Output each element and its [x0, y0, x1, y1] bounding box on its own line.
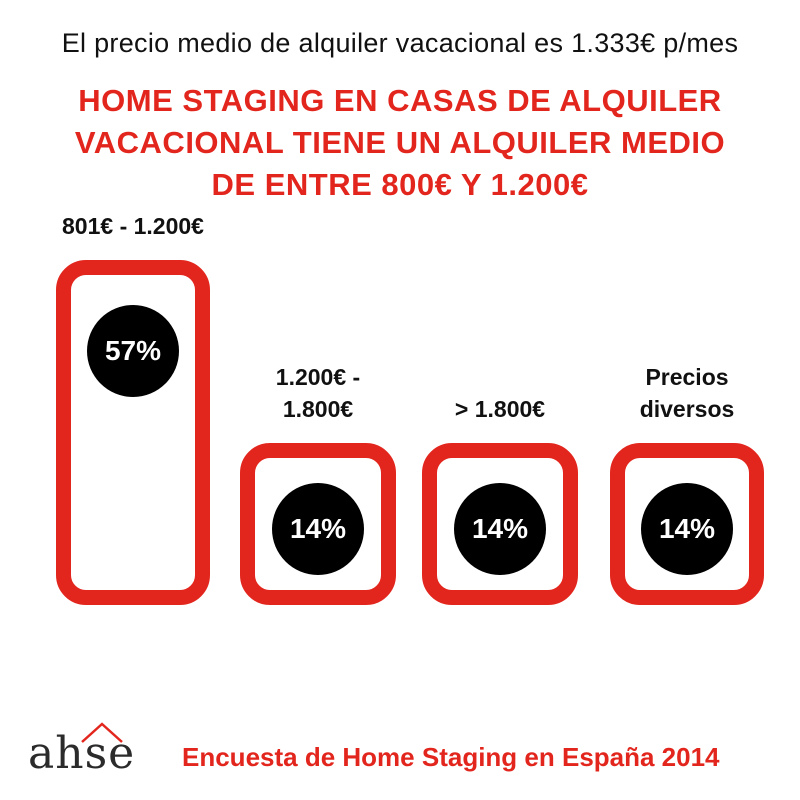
category-label-2-line-1: 1.200€ -	[275, 364, 361, 390]
category-label-2	[228, 361, 408, 425]
headline-line-3: DE ENTRE 800€ Y 1.200€	[211, 167, 589, 202]
footer-source: Encuesta de Home Staging en España 2014	[182, 742, 720, 772]
value-circle-4: 14%	[641, 483, 733, 575]
value-circle-3: 14%	[454, 483, 546, 575]
headline	[0, 80, 800, 206]
value-circle-1: 57%	[87, 305, 179, 397]
headline-line-1: HOME STAGING EN CASAS DE ALQUILER	[78, 83, 722, 118]
ahse-logo	[28, 720, 158, 782]
category-label-4	[597, 361, 777, 425]
value-circle-2: 14%	[272, 483, 364, 575]
subtitle: El precio medio de alquiler vacacional es 1.333€ p/mes	[61, 28, 739, 58]
logo-text: ahse	[28, 728, 136, 779]
category-label-1	[43, 210, 223, 242]
category-label-4-line-2: diversos	[639, 396, 735, 422]
category-label-3-line-1: > 1.800€	[454, 396, 546, 422]
category-label-3	[410, 393, 590, 425]
headline-line-2: VACACIONAL TIENE UN ALQUILER MEDIO	[74, 125, 726, 160]
category-label-2-line-2: 1.800€	[282, 396, 354, 422]
category-label-1-line-1: 801€ - 1.200€	[62, 213, 204, 239]
category-label-4-line-1: Precios	[645, 364, 729, 390]
